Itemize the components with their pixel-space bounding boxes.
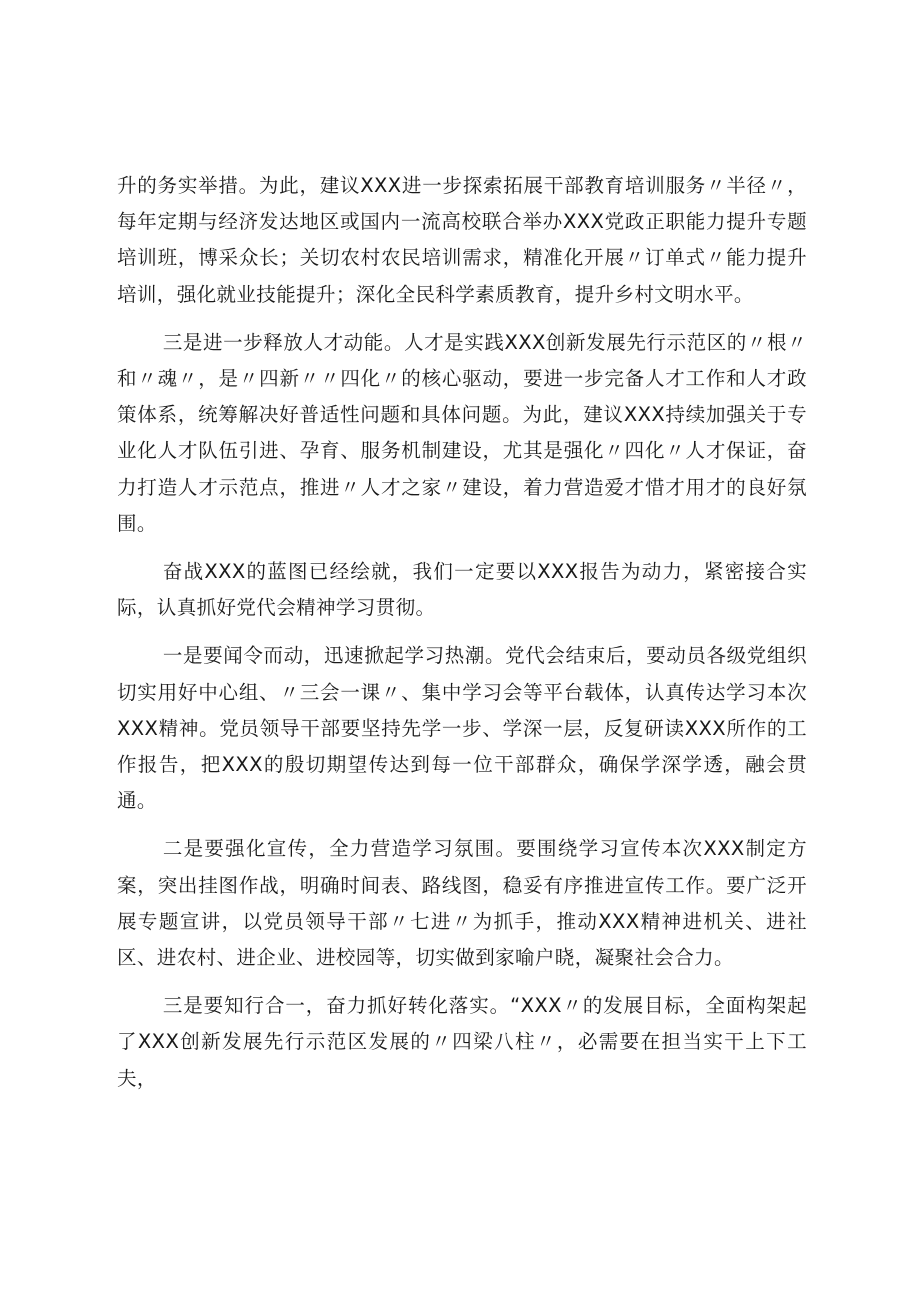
paragraph-blueprint: 奋战XXX的蓝图已经绘就，我们一定要以XXX报告为动力，紧密接合实际，认真抓好党代会精神学习贯彻。 — [117, 560, 807, 620]
paragraph-training-measures: 升的务实举措。为此，建议XXX进一步探索拓展干部教育培训服务〃半径〃，每年定期与经济发达地区或国内一流高校联合举办XXX党政正职能力提升专题培训班，博采众长；关切农村农民培训需求，精准化开展〃订单式〃能力提升培训，强化就业技能提升；深化全民科学素质教育，提升乡村文明水平。 — [117, 174, 807, 306]
paragraph-talent-momentum: 三是进一步释放人才动能。人才是实践XXX创新发展先行示范区的〃根〃和〃魂〃，是〃四新〃〃四化〃的核心驱动，要进一步完备人才工作和人才政策体系，统筹解决好普适性问题和具体问题。为此，建议XXX持续加强关于专业化人才队伍引进、孕育、服务机制建设，尤其是强化〃四化〃人才保证，奋力打造人才示范点，推进〃人才之家〃建设，着力营造爱才惜才用才的良好氛围。 — [117, 330, 807, 535]
document-body — [117, 168, 807, 1097]
paragraph-publicity: 二是要强化宣传，全力营造学习氛围。要围绕学习宣传本次XXX制定方案，突出挂图作战，明确时间表、路线图，稳妥有序推进宣传工作。要广泛开展专题宣讲，以党员领导干部〃七进〃为抓手，推动XXX精神进机关、进社区、进农村、进企业、进校园等，切实做到家喻户晓，凝聚社会合力。 — [117, 837, 807, 970]
paragraph-study-upsurge: 一是要闻令而动，迅速掀起学习热潮。党代会结束后，要动员各级党组织切实用好中心组、〃三会一课〃、集中学习会等平台载体，认真传达学习本次XXX精神。党员领导干部要坚持先学一步、学深一层，反复研读XXX所作的工作报告，把XXX的殷切期望传达到每一位干部群众，确保学深学透，融会贯通。 — [117, 644, 807, 813]
paragraph-implementation: 三是要知行合一，奋力抓好转化落实。“XXX〃的发展目标，全面构架起了XXX创新发展先行示范区发展的〃四梁八柱〃，必需要在担当实干上下工夫， — [117, 994, 807, 1090]
